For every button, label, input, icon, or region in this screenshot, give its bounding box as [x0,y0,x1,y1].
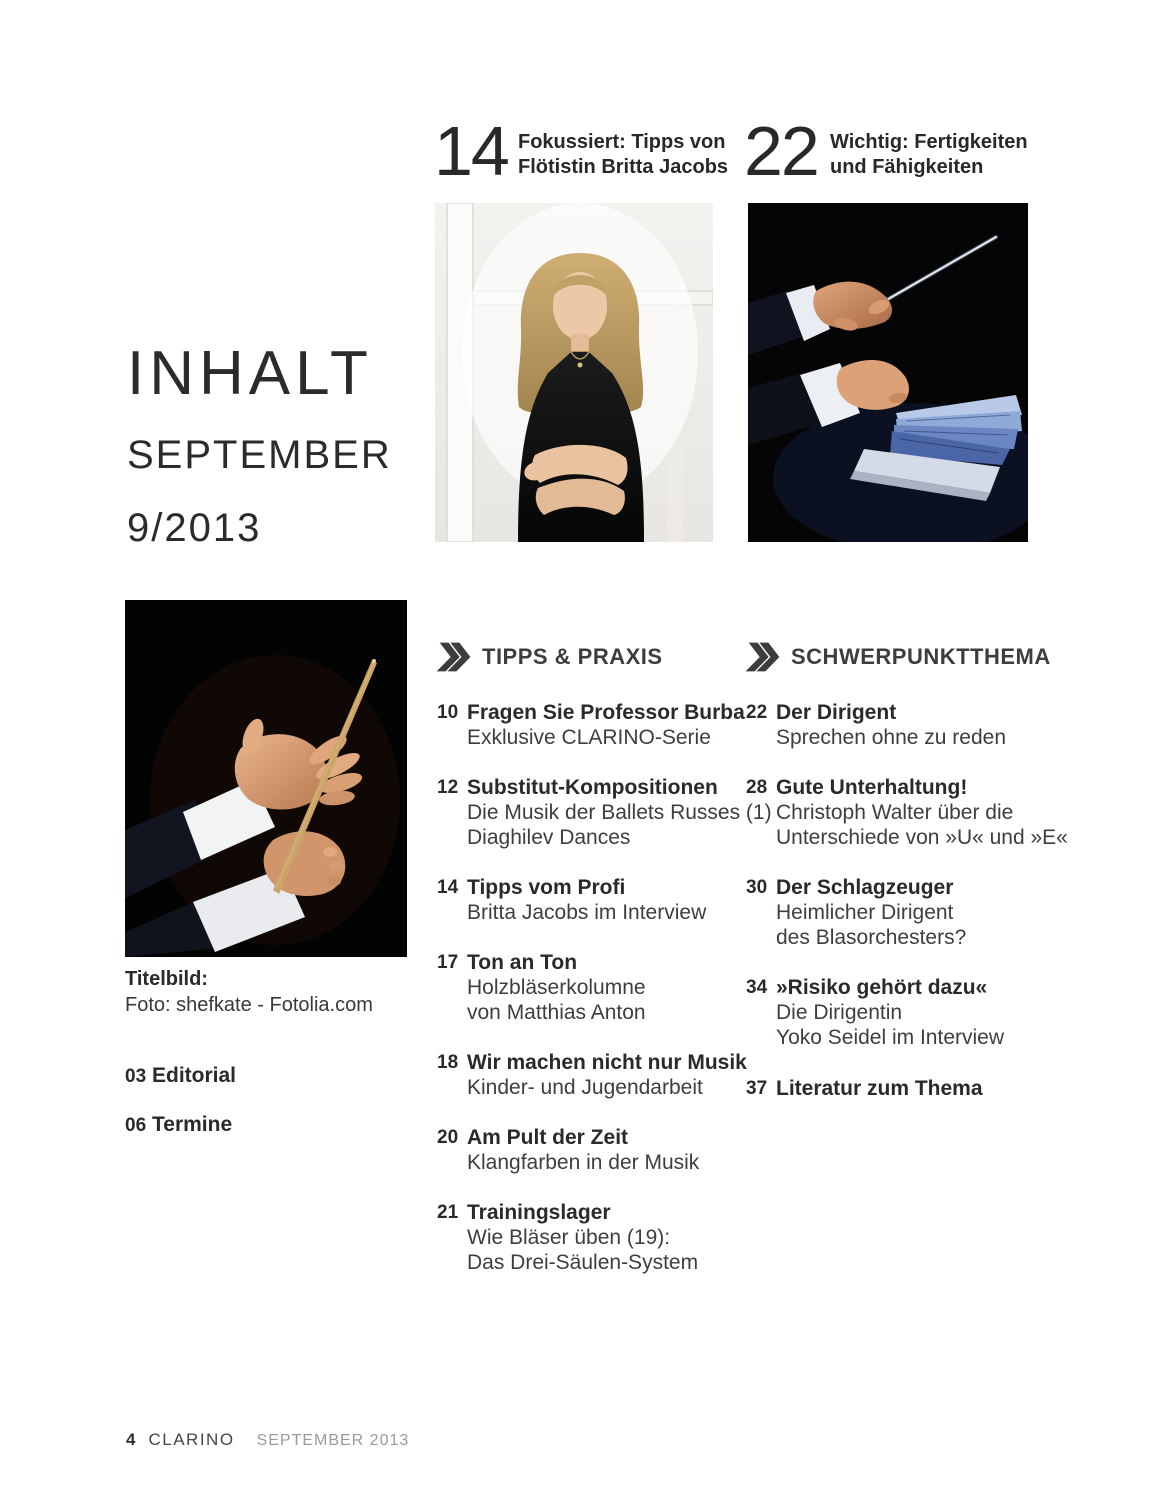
section-header-schwerpunktthema [746,641,1051,673]
double-chevron-icon [437,642,471,672]
toc-page-number: 21 [437,1202,459,1223]
toc-item-subtitle: Kinder- und Jugendarbeit [467,1076,703,1099]
masthead-month: SEPTEMBER [127,433,392,477]
toc-item [437,1125,747,1175]
toc-item-title: Trainingslager [467,1201,611,1224]
toc-page-number: 18 [437,1052,459,1073]
cover-credit-text: Foto: shefkate - Fotolia.com [125,994,373,1016]
cover-hands-illustration [125,600,407,957]
toc-item [746,875,1056,950]
toc-item-subtitle: Unterschiede von »U« und »E« [776,826,1068,849]
toc-item-subtitle: Heimlicher Dirigent [776,901,954,924]
toc-page-number: 14 [437,877,459,898]
toc-item-subtitle: Christoph Walter über die [776,801,1014,824]
conductor-baton-illustration [748,203,1028,542]
toc-item-subtitle: Exklusive CLARINO-Serie [467,726,711,749]
masthead-title: INHALT [127,339,373,408]
toc-item [746,775,1068,850]
feature-caption-line: Fokussiert: Tipps von [518,131,726,153]
toc-item-title: »Risiko gehört dazu« [776,976,988,999]
toc-item [437,875,747,925]
flutist-portrait-photo [435,203,713,542]
toc-item-title: Literatur zum Thema [776,1077,983,1100]
feature-page-number-14: 14 [434,112,508,190]
masthead [127,339,392,550]
toc-item-title: Der Dirigent [776,701,897,724]
toc-item-subtitle: Holzbläserkolumne [467,976,646,999]
toc-page-number: 34 [746,977,768,998]
feature-caption-22 [830,130,1028,180]
toc-item [746,975,1056,1050]
toc-item-title: Editorial [152,1064,237,1087]
toc-item-subtitle: Britta Jacobs im Interview [467,901,707,924]
toc-item-subtitle: Die Dirigentin [776,1001,903,1024]
toc-page-number: 28 [746,777,768,798]
toc-page-number: 22 [746,702,768,723]
toc-page-number: 12 [437,777,459,798]
section-title: TIPPS & PRAXIS [482,644,663,669]
footer-issue: SEPTEMBER 2013 [256,1432,410,1449]
toc-item-title: Fragen Sie Professor Burba [467,701,745,724]
toc-page-number: 20 [437,1127,459,1148]
feature-caption-line: Wichtig: Fertigkeiten [830,131,1028,153]
toc-item-subtitle: des Blasorchesters? [776,926,967,949]
toc-item [437,700,747,750]
feature-page-number-22: 22 [744,112,818,190]
cover-hands-photo [125,600,407,957]
toc-item-subtitle: Das Drei-Säulen-System [467,1251,699,1274]
toc-item [746,1076,1056,1101]
toc-page-number: 17 [437,952,459,973]
toc-item [746,700,1056,750]
toc-page-number: 30 [746,877,768,898]
cover-credit [125,966,373,1018]
toc-page-number: 03 [125,1066,147,1087]
footer-magazine-name: CLARINO [148,1430,235,1449]
toc-item-title: Der Schlagzeuger [776,876,954,899]
toc-item-subtitle: Yoko Seidel im Interview [776,1026,1005,1049]
toc-item-subtitle: Diaghilev Dances [467,826,631,849]
toc-item-subtitle: Die Musik der Ballets Russes (1) [467,801,772,824]
feature-caption-line: Flötistin Britta Jacobs [518,156,729,178]
conductor-baton-photo [748,203,1028,542]
section-title: SCHWERPUNKTTHEMA [791,644,1051,669]
cover-credit-label: Titelbild: [125,968,208,990]
toc-page-number: 37 [746,1078,768,1099]
toc-item-subtitle: Wie Bläser üben (19): [467,1226,671,1249]
toc-item-title: Wir machen nicht nur Musik [467,1051,747,1074]
toc-item-title: Gute Unterhaltung! [776,776,968,799]
toc-item [437,1050,747,1100]
feature-caption-14 [518,130,728,180]
toc-item-title: Termine [152,1113,233,1136]
toc-item-subtitle: Klangfarben in der Musik [467,1151,700,1174]
toc-item-subtitle: von Matthias Anton [467,1001,646,1024]
toc-item-editorial [125,1064,236,1088]
toc-item-termine [125,1113,232,1137]
toc-item [437,950,747,1025]
masthead-issue: 9/2013 [127,506,262,550]
toc-page-number: 06 [125,1115,147,1136]
toc-item [437,1200,747,1275]
toc-item-subtitle: Sprechen ohne zu reden [776,726,1007,749]
double-chevron-icon [746,642,780,672]
toc-page-number: 10 [437,702,459,723]
feature-caption-line: und Fähigkeiten [830,156,984,178]
toc-item-title: Ton an Ton [467,951,578,974]
toc-item-title: Am Pult der Zeit [467,1126,629,1149]
flutist-portrait-illustration [435,203,713,542]
page-footer [126,1430,409,1450]
footer-page-number: 4 [126,1430,136,1449]
toc-item-title: Tipps vom Profi [467,876,626,899]
section-header-tipps-praxis [437,641,663,673]
toc-item-title: Substitut-Kompositionen [467,776,718,799]
